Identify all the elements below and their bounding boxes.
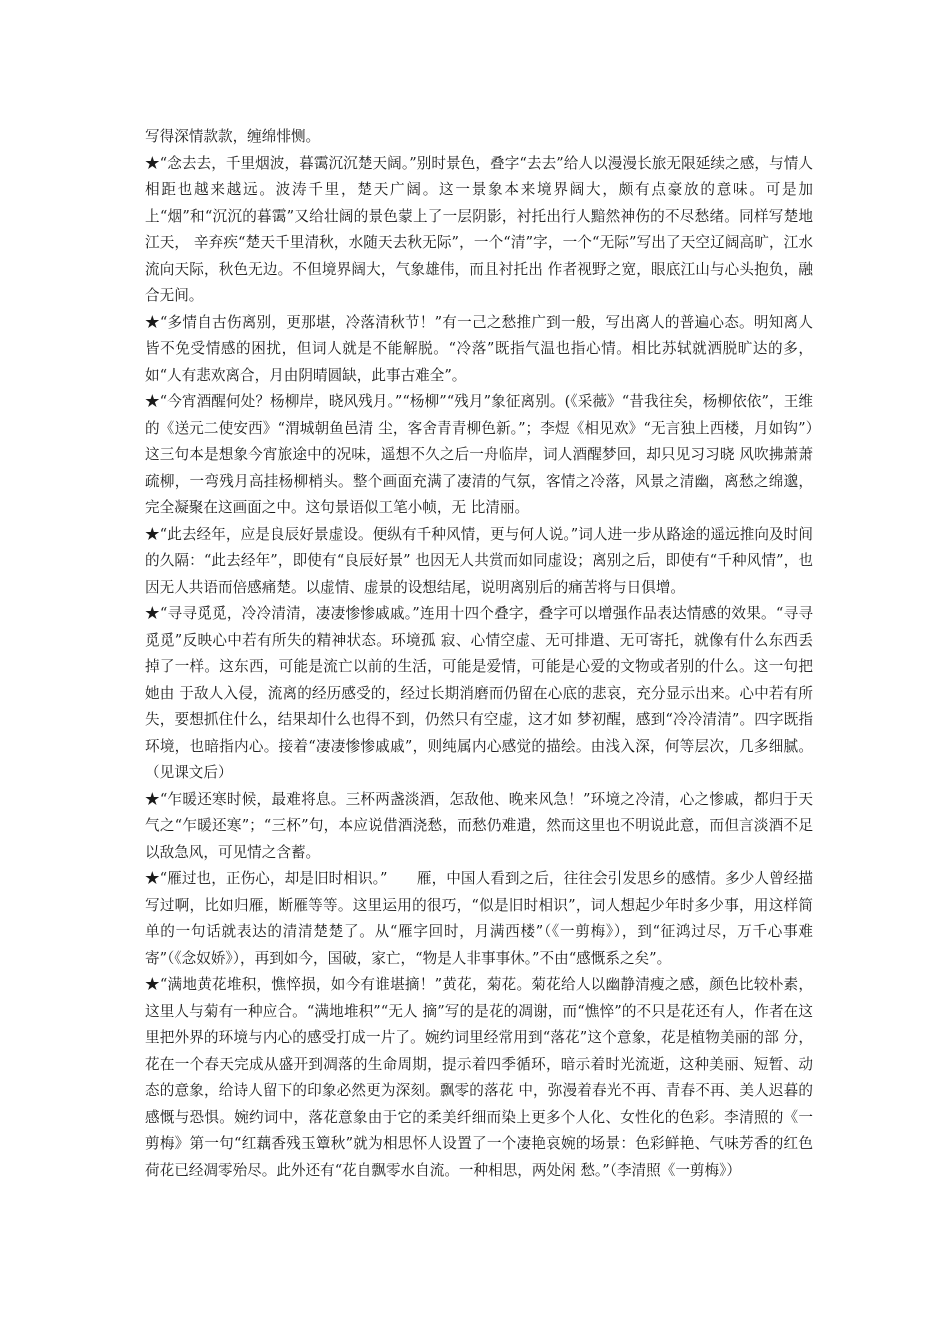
- paragraph-continuation: 写得深情款款，缠绵悱恻。: [145, 128, 321, 145]
- document-page: [145, 124, 813, 1184]
- paragraph-qianli-yanbo: ★“念去去，千里烟波，暮霭沉沉楚天阔。”别时景色，叠字“去去”给人以漫漫长旅无限延续之感，与情人相距也越来越远。波涛千里，楚天广阔。这一景象本来境界阔大，颇有点豪放的意味。可是加上“烟”和“沉沉的暮霭”又给壮阔的景色蒙上了一层阴影，衬托出行人黯然神伤的不尽愁绪。同样写楚地江天， 辛弃疾“楚天千里清秋，水随天去秋无际”，一个“清”字，一个“无际”写出了天空辽阔高旷，江水流向天际，秋色无边。不但境界阔大，气象雄伟，而且衬托出 作者视野之宽，眼底江山与心头抱负，融合无间。: [145, 154, 813, 304]
- paragraph-mandi-huanghua: ★“满地黄花堆积，憔悴损，如今有谁堪摘！”黄花，菊花。菊花给人以幽静清瘦之感，颜色比较朴素，这里人与菊有一种应合。“满地堆积”“无人 摘”写的是花的凋谢，而“憔悴”的不只是花还有人，作者在这里把外界的环境与内心的感受打成一片了。婉约词里经常用到“落花”这个意象，花是植物美丽的部 分，花在一个春天完成从盛开到凋落的生命周期，提示着四季循环，暗示着时光流逝，这种美丽、短暂、动态的意象，给诗人留下的印象必然更为深刻。飘零的落花 中，弥漫着春光不再、青春不再、美人迟暮的感慨与恐惧。婉约词中，落花意象由于它的柔美纤细而染上更多个人化、女性化的色彩。李清照的《一剪梅》第一句“红藕香残玉簟秋”就为相思怀人设置了一个凄艳哀婉的场景：色彩鲜艳、气味芳香的红色荷花已经凋零殆尽。此外还有“花自飘零水自流。一种相思，两处闲 愁。”（李清照《一剪梅》）: [145, 976, 813, 1179]
- paragraph-jinxiao-jiuxing: ★“今宵酒醒何处？杨柳岸，晓风残月。”“杨柳”“残月”象征离别。(《采薇》“昔我往矣，杨柳依依”，王维的《送元二使安西》“渭城朝鱼邑清 尘，客舍青青柳色新。”；李煜《相见欢》“无言独上西楼，月如钩”）这三句本是想象今宵旅途中的况味，遥想不久之后一舟临岸，词人酒醒梦回，却只见习习晓 风吹拂萧萧疏柳，一弯残月高挂杨柳梢头。整个画面充满了凄清的气氛，客情之冷落，风景之清幽，离愁之绵邈，完全凝聚在这画面之中。这句景语似工笔小帧，无 比清丽。: [145, 393, 813, 516]
- paragraph-yan-guoye: ★“雁过也，正伤心，却是旧时相识。” 雁，中国人看到之后，往往会引发思乡的感情。多少人曾经描写过啊，比如归雁，断雁等等。这里运用的很巧，“似是旧时相识”，词人想起少年时多少事，用这样简单的一句话就表达的清清楚楚了。从“雁字回时，月满西楼”（《一剪梅》），到“征鸿过尽，万千心事难 寄”（《念奴娇》），再到如今，国破，家亡，“物是人非事事休。”不由“感慨系之矣”。: [145, 870, 813, 967]
- paragraph-duoqing-zigu: ★“多情自古伤离别，更那堪，冷落清秋节！”有一己之愁推广到一般，写出离人的普遍心态。明知离人皆不免受情感的困扰，但词人就是不能解脱。“冷落”既指气温也指心情。相比苏轼就洒脱旷达的多，如“人有悲欢离合，月由阴晴圆缺，此事古难全”。: [145, 313, 813, 384]
- paragraph-xunxun-mimi: ★“寻寻觅觅，冷冷清清，凄凄惨惨戚戚。”连用十四个叠字，叠字可以增强作品表达情感的效果。“寻寻觅觅”反映心中若有所失的精神状态。环境孤 寂、心情空虚、无可排遣、无可寄托，就像有什么东西丢掉了一样。这东西，可能是流亡以前的生活，可能是爱情，可能是心爱的文物或者别的什么。这一句把她由 于敌人入侵，流离的经历感受的，经过长期消磨而仍留在心底的悲哀，充分显示出来。心中若有所失，要想抓住什么，结果却什么也得不到，仍然只有空虚，这才如 梦初醒，感到“冷冷清清”。四字既指环境，也暗指内心。接着“凄凄惨惨戚戚”，则纯属内心感觉的描绘。由浅入深，何等层次，几多细腻。（见课文后）: [145, 605, 813, 781]
- paragraph-zhanuan-huanhan: ★“乍暖还寒时候，最难将息。三杯两盏淡酒，怎敌他、晚来风急！”环境之冷清，心之惨戚，都归于天气之“乍暖还寒”；“三杯”句，本应说借酒浇愁，而愁仍难遣，然而这里也不明说此意，而但言淡酒不足以敌急风，可见情之含蓄。: [145, 790, 813, 861]
- paragraph-ciqu-jingnian: ★“此去经年，应是良辰好景虚设。便纵有千种风情，更与何人说。”词人进一步从路途的遥远推向及时间的久隔：“此去经年”，即使有“良辰好景” 也因无人共赏而如同虚设；离别之后，即使有“千种风情”，也因无人共语而倍感痛楚。以虚情、虚景的设想结尾，说明离别后的痛苦将与日俱增。: [145, 525, 813, 596]
